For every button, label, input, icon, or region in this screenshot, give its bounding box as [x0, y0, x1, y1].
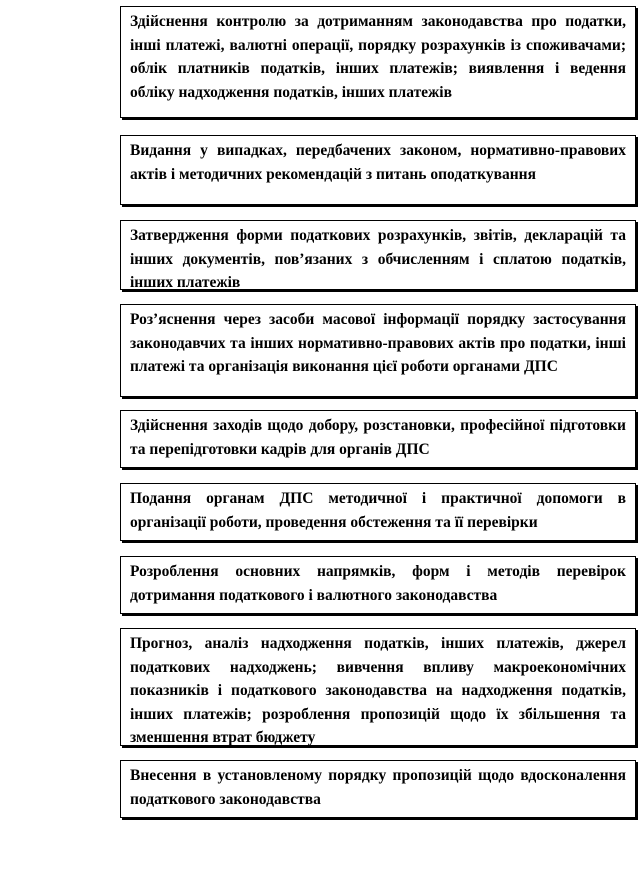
function-box-control — [120, 6, 636, 118]
function-text: Розроблення основних напрямків, форм і методів перевірок дотримання податкового і валютного законодавства — [130, 563, 626, 604]
function-box-regulations — [120, 135, 636, 205]
function-text: Прогноз, аналіз надходження податків, інших платежів, джерел податкових надходжень; вивчення впливу макроекономічних показників і податкового законодавства на надходження податків, інших платежів; розроблення пропозицій щодо їх збільшення та зменшення втрат бюджету — [130, 635, 626, 746]
function-box-inspection-methods — [120, 556, 636, 614]
function-text: Роз’яснення через засоби масової інформації порядку застосування законодавчих та інших нормативно-правових актів про податки, інші платежі та організація виконання цієї роботи органами ДПС — [130, 311, 626, 375]
function-box-methodical-help — [120, 483, 636, 541]
function-box-forms-approval — [120, 220, 636, 290]
function-text: Здійснення заходів щодо добору, розстановки, професійної підготовки та перепідготовки кадрів для органів ДПС — [130, 417, 626, 458]
function-text: Подання органам ДПС методичної і практичної допомоги в організації роботи, проведення обстеження та її перевірки — [130, 490, 626, 531]
function-text: Видання у випадках, передбачених законом, нормативно-правових актів і методичних рекомендацій з питань оподаткування — [130, 142, 626, 183]
function-box-media-explanation — [120, 304, 636, 397]
function-text: Здійснення контролю за дотриманням законодавства про податки, інші платежі, валютні операції, порядку розрахунків із споживачами; облік платників податків, інших платежів; виявлення і ведення обліку надходження податків, інших платежів — [130, 13, 626, 101]
function-text: Затвердження форми податкових розрахунків, звітів, декларацій та інших документів, пов’язаних з обчисленням і сплатою податків, інших платежів — [130, 227, 626, 291]
function-text: Внесення в установленому порядку пропозицій щодо вдосконалення податкового законодавства — [130, 767, 626, 808]
function-box-forecast-analysis — [120, 628, 636, 746]
function-box-personnel — [120, 410, 636, 468]
function-box-legislation-proposals — [120, 760, 636, 818]
